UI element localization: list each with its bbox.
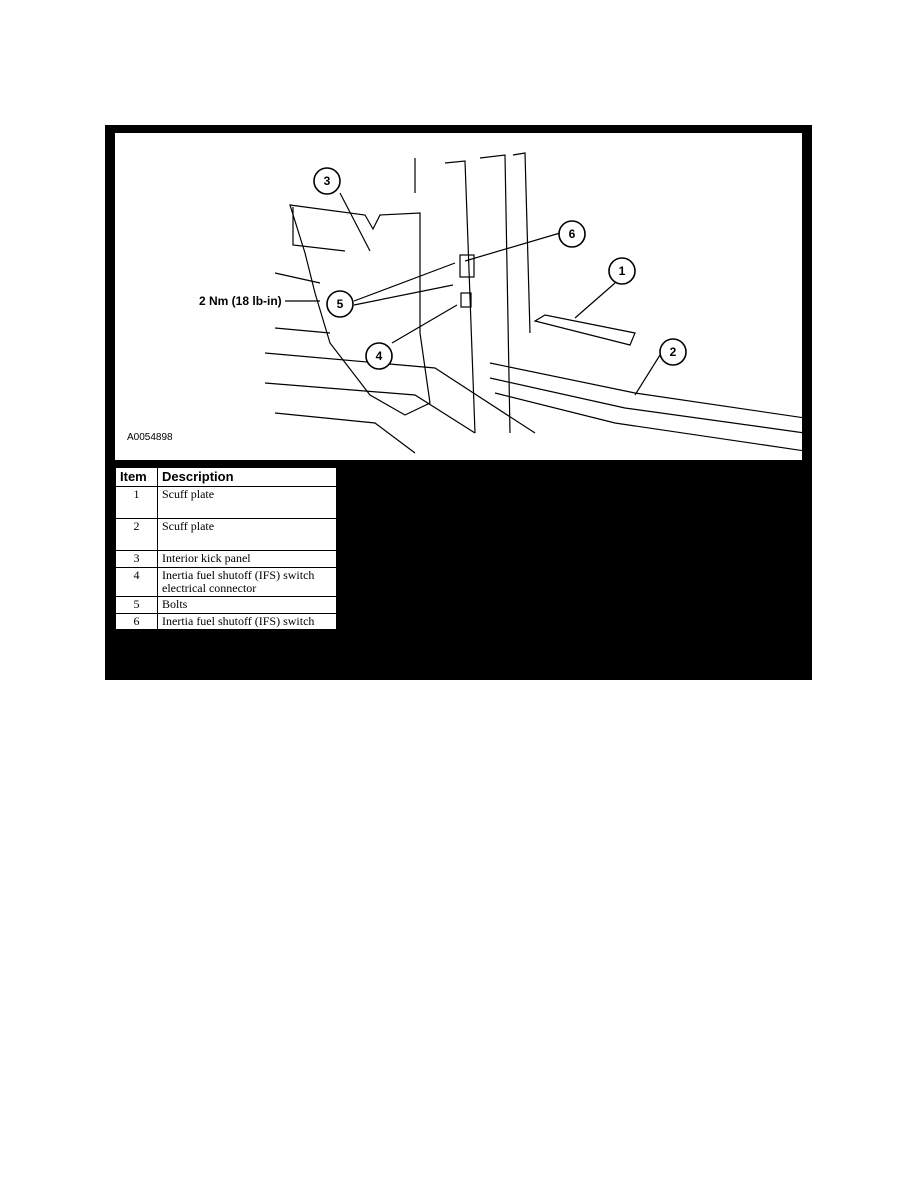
floor-line (275, 413, 415, 453)
leader-line (575, 283, 615, 318)
leader-line (340, 193, 370, 251)
legend-item-description: Bolts (158, 597, 337, 614)
header-item: Item (116, 468, 158, 487)
torque-label: 2 Nm (18 lb-in) (199, 294, 282, 308)
legend-item-number: 4 (116, 568, 158, 597)
ifs-switch-body (460, 255, 474, 277)
legend-table (115, 467, 337, 630)
kick-panel-illustration (115, 133, 802, 460)
legend-item-description: Interior kick panel (158, 551, 337, 568)
legend-row (116, 614, 337, 630)
leader-line (635, 355, 660, 395)
legend-row (116, 568, 337, 597)
sill-line (490, 363, 802, 418)
header-description: Description (158, 468, 337, 487)
floor-line (265, 383, 475, 433)
callout-label-3: 3 (323, 174, 331, 188)
kick-panel-edge (293, 207, 345, 251)
callout-label-5: 5 (336, 297, 344, 311)
legend-row (116, 551, 337, 568)
legend-item-description: Scuff plate (158, 519, 337, 551)
legend-item-description: Scuff plate (158, 487, 337, 519)
callout-label-6: 6 (568, 227, 576, 241)
panel-line (275, 273, 320, 283)
legend-header-row (116, 468, 337, 487)
legend-item-number: 1 (116, 487, 158, 519)
leader-line (465, 233, 560, 261)
sill-line (495, 393, 802, 451)
image-code: A0054898 (127, 432, 173, 443)
panel-line (275, 328, 330, 333)
legend-item-description: Inertia fuel shutoff (IFS) switch electrical connector (158, 568, 337, 597)
legend-item-number: 6 (116, 614, 158, 630)
figure-frame (105, 125, 812, 680)
floor-line (265, 353, 535, 433)
kick-panel-shape (290, 205, 430, 415)
legend-row (116, 519, 337, 551)
callout-label-4: 4 (375, 349, 383, 363)
legend-item-description: Inertia fuel shutoff (IFS) switch (158, 614, 337, 630)
callout-label-2: 2 (669, 345, 677, 359)
scuff-plate-shape (535, 315, 635, 345)
illustration-svg (115, 133, 802, 460)
legend-item-number: 2 (116, 519, 158, 551)
legend-row (116, 487, 337, 519)
sill-line (490, 378, 802, 433)
leader-line (392, 305, 457, 343)
legend-item-number: 5 (116, 597, 158, 614)
legend-row (116, 597, 337, 614)
legend-item-number: 3 (116, 551, 158, 568)
callout-label-1: 1 (618, 264, 626, 278)
pillar-line (480, 155, 510, 433)
